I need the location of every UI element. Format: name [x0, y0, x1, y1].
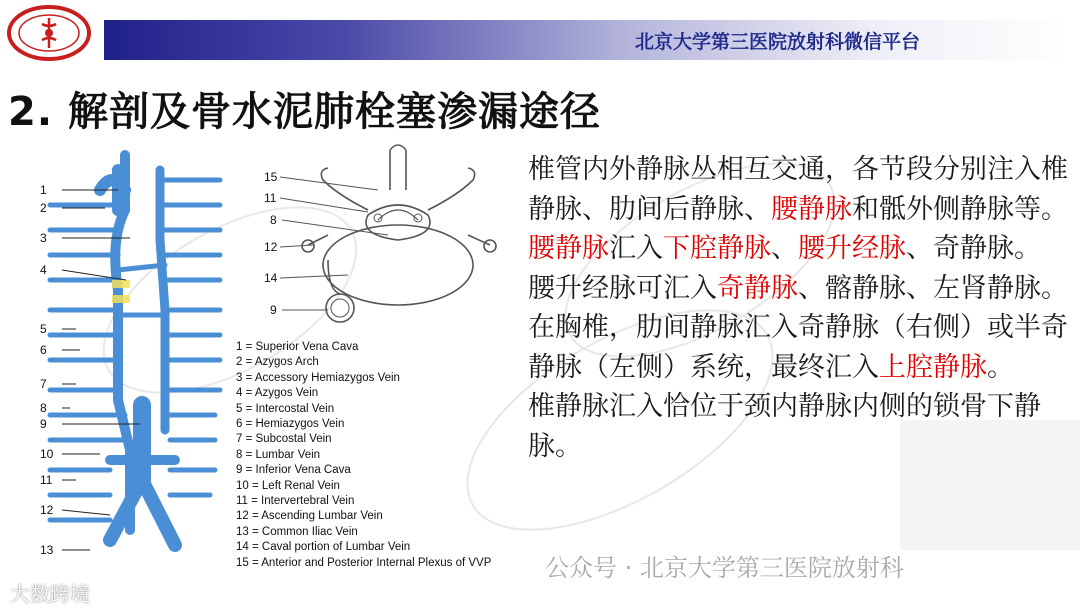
cross-number: 8: [270, 213, 277, 227]
text-span: 腰升经脉可汇入: [528, 272, 717, 304]
legend-item: 6 = Hemiazygos Vein: [236, 418, 345, 431]
diagram-number: 13: [40, 543, 54, 557]
paragraph-4: 椎静脉汇入恰位于颈内静脉内侧的锁骨下静脉。: [528, 391, 1041, 462]
text-span: 。: [987, 351, 1014, 383]
legend-item: 4 = Azygos Vein: [236, 387, 319, 400]
legend-item: 7 = Subcostal Vein: [236, 433, 332, 446]
legend-item: 3 = Accessory Hemiazygos Vein: [236, 371, 400, 384]
legend-item: 15 = Anterior and Posterior Internal Plexus of VVP: [236, 556, 492, 569]
wechat-watermark: 公众号 · 北京大学第三医院放射科: [545, 554, 904, 582]
legend-item: 9 = Inferior Vena Cava: [236, 464, 351, 477]
legend-item: 13 = Common Iliac Vein: [236, 525, 358, 538]
text-span: 、奇静脉。: [906, 233, 1041, 264]
diagram-number: 5: [40, 322, 47, 336]
diagram-legend: [236, 340, 491, 571]
header-bar: [104, 20, 1064, 60]
corner-watermark: 大数跨境: [10, 582, 90, 606]
legend-item: 8 = Lumbar Vein: [236, 448, 321, 461]
highlight-text: 腰升经脉: [798, 233, 906, 264]
page-title: 2. 解剖及骨水泥肺栓塞渗漏途径: [8, 89, 601, 135]
legend-item: 14 = Caval portion of Lumbar Vein: [236, 541, 411, 554]
diagram-number: 10: [40, 447, 54, 461]
diagram-number: 1: [40, 183, 47, 197]
text-span: 、: [771, 233, 798, 264]
legend-item: 10 = Left Renal Vein: [236, 479, 340, 492]
highlight-text: 腰静脉: [771, 193, 852, 225]
platform-name: 北京大学第三医院放射科微信平台: [634, 31, 920, 53]
text-span: 和骶外侧静脉等。: [852, 193, 1068, 225]
legend-item: 5 = Intercostal Vein: [236, 402, 335, 415]
highlight-text: 上腔静脉: [879, 351, 987, 383]
paragraph-3: [528, 269, 1073, 388]
text-span: 汇入: [609, 233, 663, 264]
text-span: 、髂静脉、左肾静脉。在胸椎，肋间静脉汇入奇静脉（右侧）或半奇静脉（左侧）系统，最终汇入: [528, 272, 1068, 383]
paragraph-2: [528, 229, 1073, 269]
highlight-text: 下腔静脉: [663, 233, 771, 264]
cross-number: 12: [264, 240, 278, 254]
cross-number: 9: [270, 303, 277, 317]
diagram-number: 3: [40, 231, 47, 245]
diagram-labels: [40, 170, 170, 565]
vertebra-cross-section: [228, 140, 528, 330]
legend-item: 2 = Azygos Arch: [236, 356, 319, 369]
hospital-logo: [6, 4, 92, 62]
diagram-number: 9: [40, 417, 47, 431]
diagram-number: 4: [40, 263, 47, 277]
text-span: 椎管内外静脉丛相互交通，各节段分别注入椎静脉、肋间后静脉、: [528, 154, 1068, 225]
legend-item: 12 = Ascending Lumbar Vein: [236, 510, 383, 523]
highlight-text: 腰静脉: [528, 233, 609, 264]
main-text: [528, 150, 1073, 466]
diagram-number: 2: [40, 201, 47, 215]
diagram-number: 11: [40, 473, 53, 487]
diagram-number: 8: [40, 401, 47, 415]
paragraph-1: [528, 150, 1073, 229]
cross-number: 11: [264, 191, 277, 205]
cross-number: 15: [264, 170, 278, 184]
legend-item: 11 = Intervertebral Vein: [236, 495, 355, 508]
diagram-number: 7: [40, 377, 47, 391]
diagram-number: 6: [40, 343, 47, 357]
diagram-number: 12: [40, 503, 54, 517]
legend-item: 1 = Superior Vena Cava: [236, 341, 359, 353]
highlight-text: 奇静脉: [717, 272, 798, 304]
cross-number: 14: [264, 271, 278, 285]
